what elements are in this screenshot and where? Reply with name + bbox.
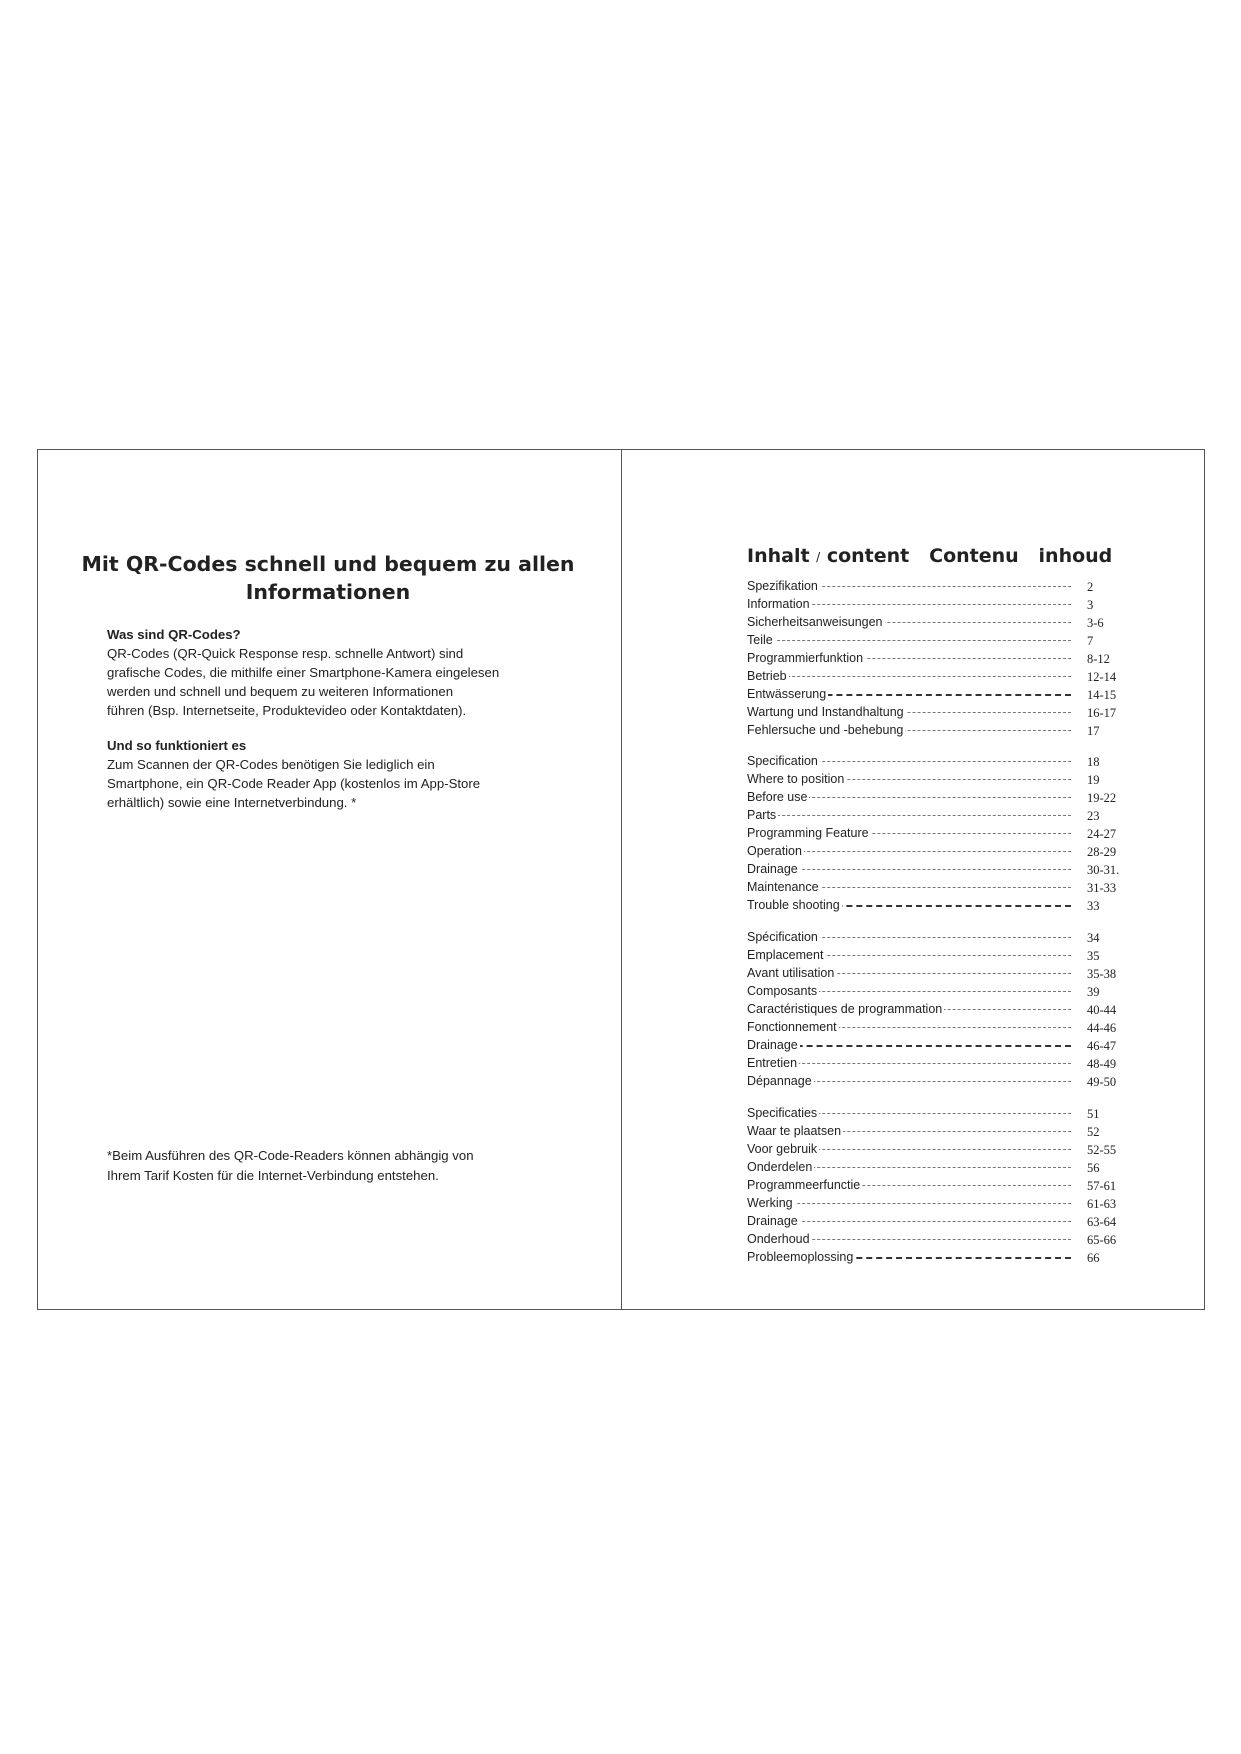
toc-entry-page: 48-49 [1087,1057,1117,1071]
toc-entry-label: Drainage [747,862,798,876]
toc-entry [747,964,1123,982]
toc-entry-page: 44-46 [1087,1021,1117,1035]
right-page [623,450,1206,1309]
toc-entry [747,1140,1123,1158]
toc-entry [747,982,1123,1000]
what-line: QR-Codes (QR-Quick Response resp. schnelle Antwort) sind [107,646,464,661]
toc-group-english [747,752,1123,914]
toc-entry [747,1248,1123,1266]
toc-entry [747,928,1123,946]
footnote [107,1146,527,1186]
toc-entry-label: Sicherheitsanweisungen [747,615,883,629]
toc-entry [747,1018,1123,1036]
toc-heading-contenu: Contenu [929,545,1019,567]
toc-entry-label: Avant utilisation [747,966,835,980]
toc-group-french [747,928,1123,1090]
toc-entry [747,577,1123,595]
toc-entry-label: Probleemoplossing [747,1250,854,1264]
toc-entry [747,878,1123,896]
toc-entry-page: 16-17 [1087,706,1117,720]
left-page [38,450,621,1309]
toc-entry-label: Caractéristiques de programmation [747,1002,943,1016]
what-line: werden und schnell und bequem zu weiteren Informationen [107,684,454,699]
toc-entry-label: Maintenance [747,880,819,894]
toc-entry [747,1230,1123,1248]
document-spread [37,449,1205,1310]
how-it-works-section [107,736,567,812]
toc-entry-page: 28-29 [1087,845,1117,859]
toc-heading-inhalt: Inhalt [747,545,810,567]
toc-entry-page: 12-14 [1087,670,1117,684]
toc-entry-label: Where to position [747,772,845,786]
toc-entry-label: Programming Feature [747,826,869,840]
toc-entry-page: 2 [1087,580,1094,594]
toc-entry [747,860,1123,878]
how-line: Smartphone, ein QR-Code Reader App (kostenlos im App-Store [107,776,481,791]
how-line: Zum Scannen der QR-Codes benötigen Sie lediglich ein [107,757,435,772]
toc-entry-page: 49-50 [1087,1075,1117,1089]
toc-entry-label: Fonctionnement [747,1020,837,1034]
toc-entry-page: 46-47 [1087,1039,1117,1053]
toc-entry [747,752,1123,770]
toc-entry [747,631,1123,649]
toc-entry-label: Programmierfunktion [747,651,864,665]
toc-entry-page: 52-55 [1087,1143,1117,1157]
toc-entry [747,685,1123,703]
what-heading: Was sind QR-Codes? [107,627,241,642]
toc-entry-page: 3 [1087,598,1094,612]
toc-entry-page: 35 [1087,949,1100,963]
toc-entry-page: 24-27 [1087,827,1117,841]
toc-entry-page: 65-66 [1087,1233,1117,1247]
toc-entry [747,1104,1123,1122]
toc-entry-label: Waar te plaatsen [747,1124,842,1138]
toc-entry-label: Voor gebruik [747,1142,818,1156]
toc-entry-page: 17 [1087,724,1100,738]
toc-group-dutch [747,1104,1123,1266]
toc-entry-page: 57-61 [1087,1179,1117,1193]
toc-entry-page: 19 [1087,773,1100,787]
toc-entry [747,1072,1123,1090]
toc-entry [747,1000,1123,1018]
toc-entry [747,649,1123,667]
toc-entry-label: Spezifikation [747,579,818,593]
toc-entry-label: Entwässerung [747,687,827,701]
toc-heading [747,545,1112,567]
toc-entry-page: 3-6 [1087,616,1104,630]
how-heading: Und so funktioniert es [107,738,247,753]
toc-entry-label: Specificaties [747,1106,818,1120]
toc-entry [747,842,1123,860]
toc-entry [747,1158,1123,1176]
toc-entry-page: 61-63 [1087,1197,1117,1211]
toc-entry [747,721,1123,739]
toc-leader-dots [747,1203,1071,1204]
what-are-qr-codes-section [107,625,567,720]
toc-entry [747,1054,1123,1072]
toc-entry-page: 33 [1087,899,1100,913]
toc-entry-label: Entretien [747,1056,798,1070]
toc-entry-label: Werking [747,1196,793,1210]
toc-entry [747,1036,1123,1054]
toc-entry-page: 23 [1087,809,1100,823]
toc-entry-page: 51 [1087,1107,1100,1121]
what-line: führen (Bsp. Internetseite, Produktevideo oder Kontaktdaten). [107,703,467,718]
toc-entry-label: Trouble shooting [747,898,840,912]
toc-entry-page: 39 [1087,985,1100,999]
toc-entry-page: 18 [1087,755,1100,769]
toc-entry-label: Information [747,597,810,611]
toc-entry-page: 7 [1087,634,1094,648]
toc-leader-dots [747,676,1071,677]
toc-entry-page: 34 [1087,931,1100,945]
toc-entry-label: Onderdelen [747,1160,813,1174]
toc-entry-label: Teile [747,633,773,647]
toc-leader-dots [747,815,1071,816]
qr-title [68,550,588,606]
footnote-line: *Beim Ausführen des QR-Code-Readers können abhängig von [107,1148,474,1163]
toc-entry-page: 40-44 [1087,1003,1117,1017]
toc-entry [747,788,1123,806]
toc-entry-label: Parts [747,808,777,822]
toc-entry-label: Emplacement [747,948,824,962]
toc-entry [747,667,1123,685]
footnote-line: Ihrem Tarif Kosten für die Internet-Verbindung entstehen. [107,1168,439,1183]
toc-entry [747,806,1123,824]
toc-entry-label: Betrieb [747,669,787,683]
toc-entry [747,1212,1123,1230]
toc-heading-content: content [826,545,910,567]
toc-entry [747,1194,1123,1212]
toc-entry-page: 19-22 [1087,791,1117,805]
toc-entry-label: Wartung und Instandhaltung [747,705,904,719]
toc-entry [747,703,1123,721]
page-divider [621,450,622,1309]
toc-group-german [747,577,1123,739]
toc-entry [747,595,1123,613]
toc-heading-slash: / [816,550,821,564]
toc-entry [747,946,1123,964]
toc-entry-label: Composants [747,984,818,998]
toc-entry-page: 35-38 [1087,967,1117,981]
toc-entry-page: 14-15 [1087,688,1117,702]
what-line: grafische Codes, die mithilfe einer Smartphone-Kamera eingelesen [107,665,500,680]
qr-title-line2: Informationen [245,580,411,604]
toc-entry-page: 63-64 [1087,1215,1117,1229]
how-line: erhältlich) sowie eine Internetverbindung. * [107,795,357,810]
toc-entry-label: Operation [747,844,802,858]
toc-entry-page: 52 [1087,1125,1100,1139]
toc-leader-dots [747,640,1071,641]
toc-entry [747,613,1123,631]
toc-entry-label: Drainage [747,1038,798,1052]
toc-entry-page: 66 [1087,1251,1100,1265]
qr-title-line1: Mit QR-Codes schnell und bequem zu allen [81,552,575,576]
toc-entry-label: Onderhoud [747,1232,810,1246]
toc-entry-page: 8-12 [1087,652,1110,666]
toc-entry-label: Drainage [747,1214,798,1228]
toc-entry-label: Programmeerfunctie [747,1178,861,1192]
toc-entry-page: 56 [1087,1161,1100,1175]
toc-entry [747,1176,1123,1194]
toc-entry [747,896,1123,914]
toc-entry-page: 30-31. [1087,863,1120,877]
toc-heading-inhoud: inhoud [1038,545,1113,567]
toc-entry-page: 31-33 [1087,881,1117,895]
toc-entry-label: Before use [747,790,808,804]
toc-entry-label: Specification [747,754,818,768]
toc-entry [747,770,1123,788]
toc-entry [747,824,1123,842]
toc-entry-label: Fehlersuche und -behebung [747,723,904,737]
toc-entry [747,1122,1123,1140]
toc-entry-label: Dépannage [747,1074,812,1088]
toc-entry-label: Spécification [747,930,818,944]
